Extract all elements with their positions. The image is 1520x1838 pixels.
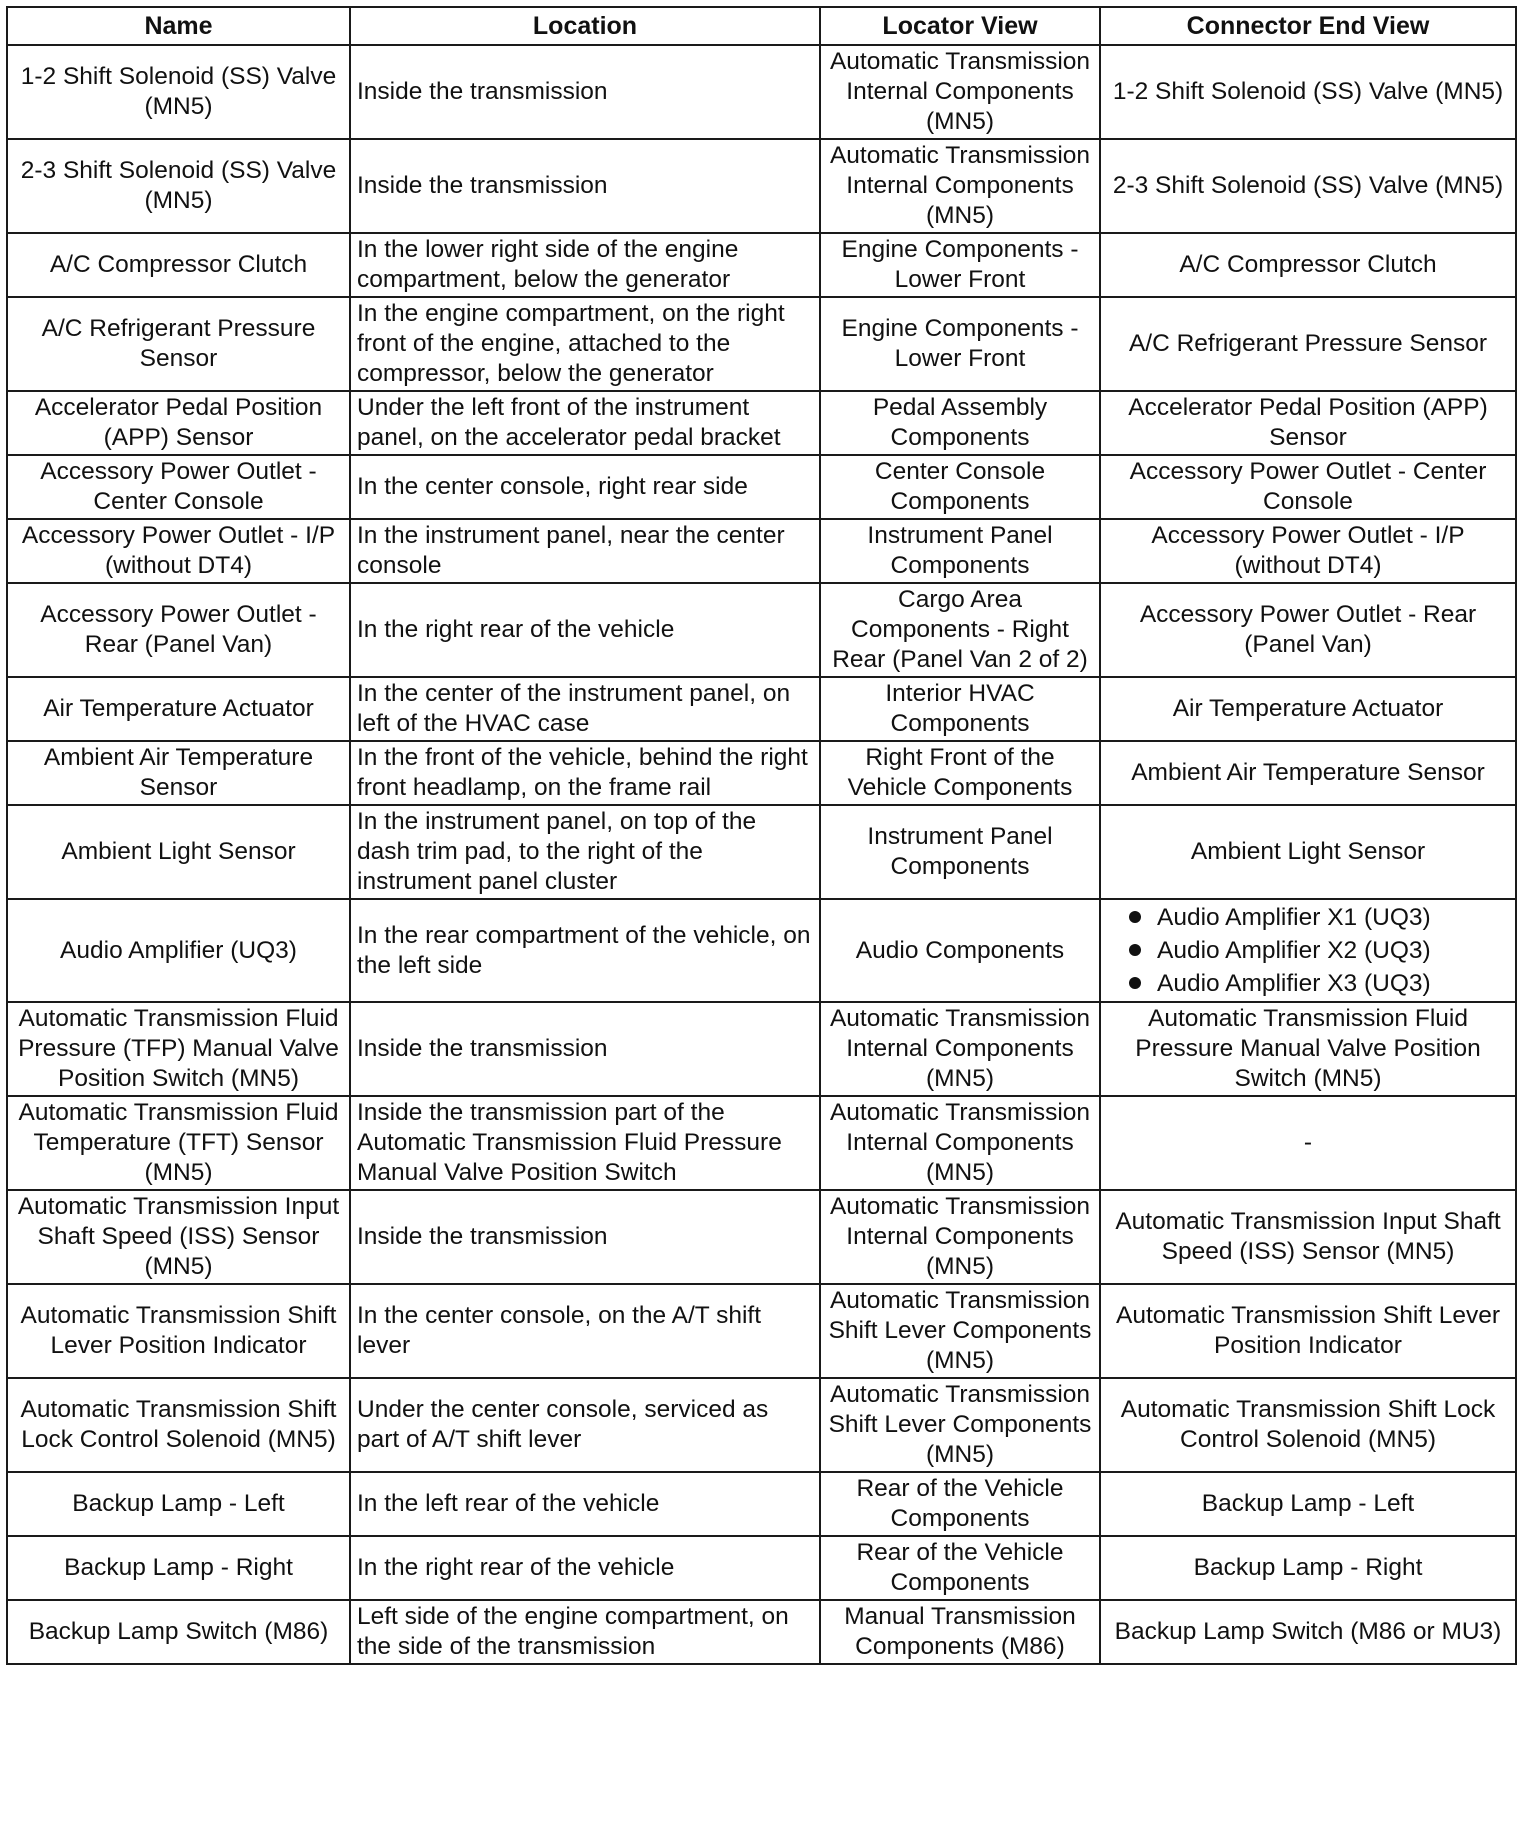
table-row [7, 139, 1516, 233]
cell-name: Backup Lamp Switch (M86) [7, 1600, 350, 1664]
cell-connector-end-view: A/C Refrigerant Pressure Sensor [1100, 297, 1516, 391]
table-row [7, 583, 1516, 677]
cell-locator-view: Engine Components - Lower Front [820, 233, 1100, 297]
cell-connector-end-view: 1-2 Shift Solenoid (SS) Valve (MN5) [1100, 45, 1516, 139]
cell-name: Accessory Power Outlet - Rear (Panel Van) [7, 583, 350, 677]
cell-locator-view: Center Console Components [820, 455, 1100, 519]
cell-location: In the rear compartment of the vehicle, on the left side [350, 899, 820, 1002]
table-row [7, 45, 1516, 139]
cell-connector-end-view: Ambient Light Sensor [1100, 805, 1516, 899]
cell-locator-view: Manual Transmission Components (M86) [820, 1600, 1100, 1664]
connector-list-item [1129, 934, 1509, 967]
table-row [7, 455, 1516, 519]
cell-connector-end-view: Automatic Transmission Shift Lock Control Solenoid (MN5) [1100, 1378, 1516, 1472]
cell-locator-view: Engine Components - Lower Front [820, 297, 1100, 391]
cell-connector-end-view: 2-3 Shift Solenoid (SS) Valve (MN5) [1100, 139, 1516, 233]
cell-name: Accelerator Pedal Position (APP) Sensor [7, 391, 350, 455]
cell-locator-view: Instrument Panel Components [820, 519, 1100, 583]
cell-locator-view: Automatic Transmission Shift Lever Components (MN5) [820, 1284, 1100, 1378]
cell-locator-view: Audio Components [820, 899, 1100, 1002]
cell-connector-end-view: Air Temperature Actuator [1100, 677, 1516, 741]
cell-connector-end-view: Ambient Air Temperature Sensor [1100, 741, 1516, 805]
cell-connector-end-view: Accelerator Pedal Position (APP) Sensor [1100, 391, 1516, 455]
cell-name: Air Temperature Actuator [7, 677, 350, 741]
cell-locator-view: Interior HVAC Components [820, 677, 1100, 741]
table-row [7, 233, 1516, 297]
cell-locator-view: Pedal Assembly Components [820, 391, 1100, 455]
table-row [7, 519, 1516, 583]
cell-connector-end-view: Backup Lamp - Left [1100, 1472, 1516, 1536]
cell-name: Automatic Transmission Shift Lever Position Indicator [7, 1284, 350, 1378]
cell-locator-view: Automatic Transmission Shift Lever Components (MN5) [820, 1378, 1100, 1472]
cell-locator-view: Automatic Transmission Internal Components (MN5) [820, 1002, 1100, 1096]
cell-name: Automatic Transmission Fluid Pressure (TFP) Manual Valve Position Switch (MN5) [7, 1002, 350, 1096]
cell-location: In the center console, on the A/T shift lever [350, 1284, 820, 1378]
cell-connector-end-view: Backup Lamp - Right [1100, 1536, 1516, 1600]
table-row [7, 1002, 1516, 1096]
connector-list-item [1129, 901, 1509, 934]
cell-location: Under the left front of the instrument panel, on the accelerator pedal bracket [350, 391, 820, 455]
cell-locator-view: Automatic Transmission Internal Components (MN5) [820, 1190, 1100, 1284]
cell-location: In the instrument panel, near the center console [350, 519, 820, 583]
table-row [7, 899, 1516, 1002]
cell-location: In the left rear of the vehicle [350, 1472, 820, 1536]
cell-location: In the center of the instrument panel, on left of the HVAC case [350, 677, 820, 741]
table-row [7, 391, 1516, 455]
cell-name: Ambient Air Temperature Sensor [7, 741, 350, 805]
table-row [7, 805, 1516, 899]
bullet-icon [1129, 977, 1141, 989]
component-locator-table [6, 6, 1517, 1665]
header-name: Name [7, 7, 350, 45]
cell-locator-view: Automatic Transmission Internal Components (MN5) [820, 1096, 1100, 1190]
connector-list [1107, 901, 1509, 1000]
cell-location: In the engine compartment, on the right front of the engine, attached to the compressor, below the generator [350, 297, 820, 391]
cell-location: In the center console, right rear side [350, 455, 820, 519]
cell-location: In the right rear of the vehicle [350, 1536, 820, 1600]
cell-location: In the front of the vehicle, behind the right front headlamp, on the frame rail [350, 741, 820, 805]
cell-name: Accessory Power Outlet - I/P (without DT4) [7, 519, 350, 583]
connector-list-item-label: Audio Amplifier X3 (UQ3) [1157, 970, 1431, 997]
cell-name: Audio Amplifier (UQ3) [7, 899, 350, 1002]
cell-connector-end-view: Automatic Transmission Fluid Pressure Manual Valve Position Switch (MN5) [1100, 1002, 1516, 1096]
cell-locator-view: Rear of the Vehicle Components [820, 1472, 1100, 1536]
cell-name: Backup Lamp - Left [7, 1472, 350, 1536]
cell-name: 1-2 Shift Solenoid (SS) Valve (MN5) [7, 45, 350, 139]
table-row [7, 1600, 1516, 1664]
cell-location: Inside the transmission [350, 1190, 820, 1284]
table-row [7, 1378, 1516, 1472]
component-locator-table-wrapper [6, 6, 1517, 1665]
cell-name: Automatic Transmission Shift Lock Control Solenoid (MN5) [7, 1378, 350, 1472]
cell-location: Inside the transmission [350, 45, 820, 139]
connector-list-item-label: Audio Amplifier X1 (UQ3) [1157, 904, 1431, 931]
cell-location: Inside the transmission [350, 139, 820, 233]
table-row [7, 1284, 1516, 1378]
cell-name: Ambient Light Sensor [7, 805, 350, 899]
cell-name: Backup Lamp - Right [7, 1536, 350, 1600]
cell-locator-view: Automatic Transmission Internal Components (MN5) [820, 45, 1100, 139]
cell-location: In the lower right side of the engine compartment, below the generator [350, 233, 820, 297]
table-body [7, 45, 1516, 1664]
table-row [7, 1190, 1516, 1284]
header-location: Location [350, 7, 820, 45]
connector-list-item-label: Audio Amplifier X2 (UQ3) [1157, 937, 1431, 964]
cell-location: Under the center console, serviced as part of A/T shift lever [350, 1378, 820, 1472]
cell-locator-view: Rear of the Vehicle Components [820, 1536, 1100, 1600]
table-row [7, 1472, 1516, 1536]
cell-connector-end-view: Accessory Power Outlet - I/P (without DT4) [1100, 519, 1516, 583]
cell-name: Automatic Transmission Input Shaft Speed (ISS) Sensor (MN5) [7, 1190, 350, 1284]
cell-locator-view: Automatic Transmission Internal Components (MN5) [820, 139, 1100, 233]
cell-connector-end-view: A/C Compressor Clutch [1100, 233, 1516, 297]
cell-location: Inside the transmission part of the Automatic Transmission Fluid Pressure Manual Valve Position Switch [350, 1096, 820, 1190]
cell-name: Automatic Transmission Fluid Temperature (TFT) Sensor (MN5) [7, 1096, 350, 1190]
cell-connector-end-view: Backup Lamp Switch (M86 or MU3) [1100, 1600, 1516, 1664]
table-row [7, 677, 1516, 741]
cell-connector-end-view [1100, 899, 1516, 1002]
table-row [7, 741, 1516, 805]
header-row [7, 7, 1516, 45]
cell-name: A/C Compressor Clutch [7, 233, 350, 297]
header-locator-view: Locator View [820, 7, 1100, 45]
header-connector-end-view: Connector End View [1100, 7, 1516, 45]
cell-location: Inside the transmission [350, 1002, 820, 1096]
cell-location: Left side of the engine compartment, on the side of the transmission [350, 1600, 820, 1664]
connector-list-item [1129, 967, 1509, 1000]
bullet-icon [1129, 944, 1141, 956]
cell-location: In the instrument panel, on top of the dash trim pad, to the right of the instrument panel cluster [350, 805, 820, 899]
cell-location: In the right rear of the vehicle [350, 583, 820, 677]
cell-connector-end-view: Accessory Power Outlet - Rear (Panel Van) [1100, 583, 1516, 677]
cell-name: 2-3 Shift Solenoid (SS) Valve (MN5) [7, 139, 350, 233]
table-row [7, 1096, 1516, 1190]
table-row [7, 1536, 1516, 1600]
bullet-icon [1129, 911, 1141, 923]
cell-locator-view: Instrument Panel Components [820, 805, 1100, 899]
cell-locator-view: Cargo Area Components - Right Rear (Panel Van 2 of 2) [820, 583, 1100, 677]
cell-name: Accessory Power Outlet - Center Console [7, 455, 350, 519]
cell-connector-end-view: Automatic Transmission Shift Lever Position Indicator [1100, 1284, 1516, 1378]
cell-connector-end-view: Accessory Power Outlet - Center Console [1100, 455, 1516, 519]
cell-connector-end-view: Automatic Transmission Input Shaft Speed (ISS) Sensor (MN5) [1100, 1190, 1516, 1284]
cell-connector-end-view: - [1100, 1096, 1516, 1190]
cell-name: A/C Refrigerant Pressure Sensor [7, 297, 350, 391]
cell-locator-view: Right Front of the Vehicle Components [820, 741, 1100, 805]
table-row [7, 297, 1516, 391]
